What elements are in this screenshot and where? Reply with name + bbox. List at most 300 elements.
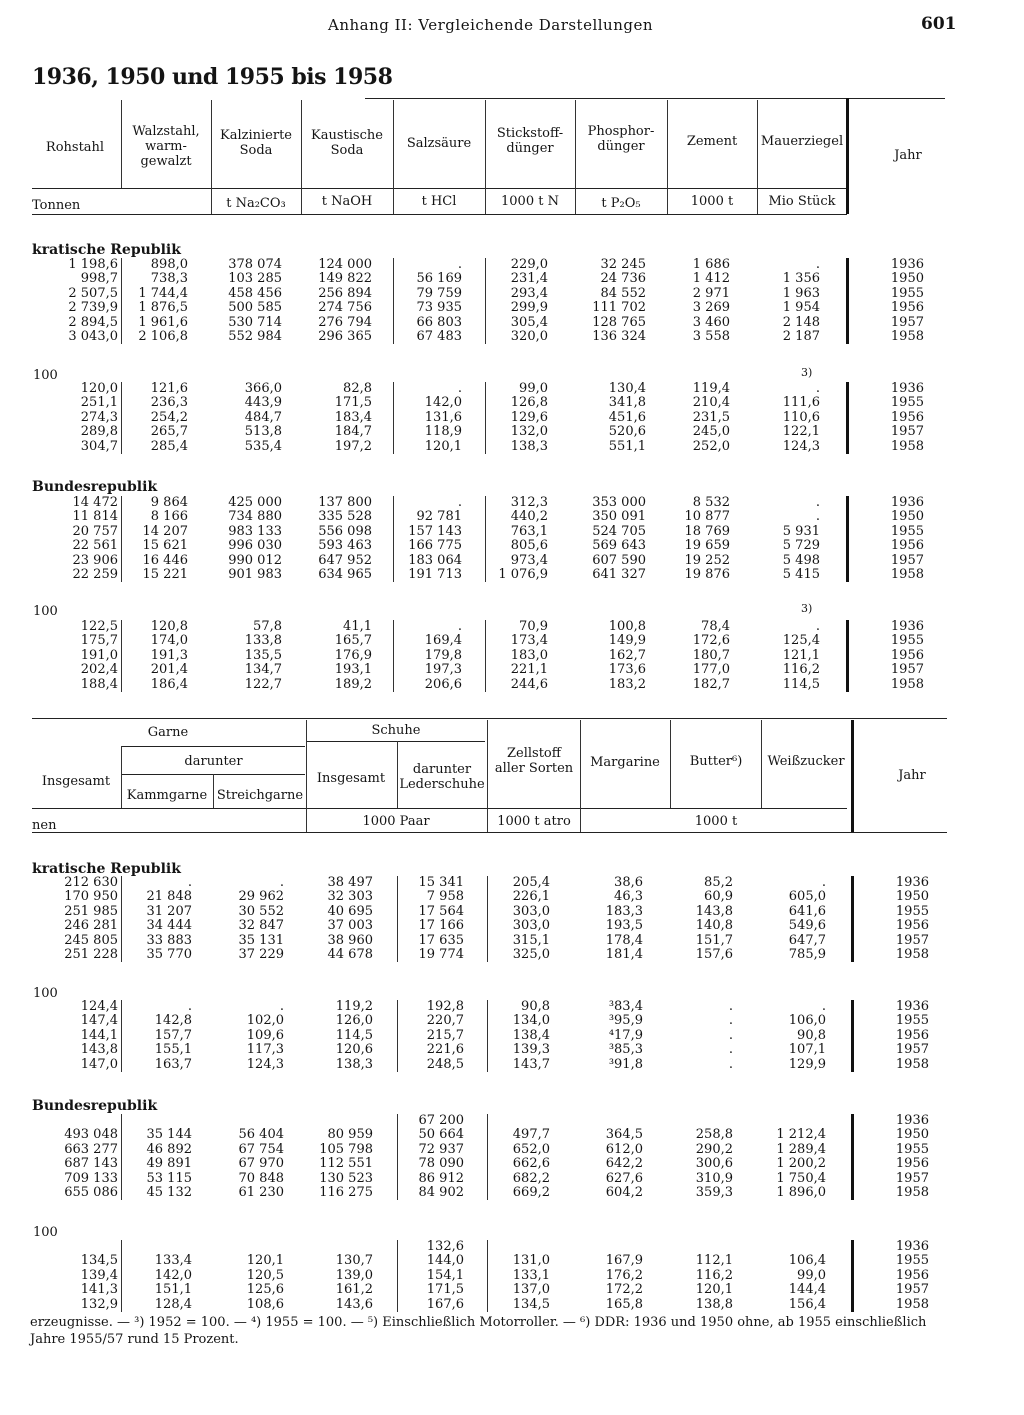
cell-jahr: 1957	[890, 662, 924, 678]
cell-butter: .	[728, 1042, 733, 1058]
cell-kalz_soda: 122,7	[244, 676, 282, 692]
cell-butter: 112,1	[695, 1253, 733, 1269]
cell-streichgarne: 108,6	[246, 1296, 284, 1312]
column-rohstahl	[30, 382, 118, 454]
cell-insgesamt: 251 985	[64, 903, 118, 919]
cell-stickstoff: 320,0	[510, 328, 548, 344]
cell-mauerziegel: 122,1	[782, 424, 820, 440]
cell-zement: 78,4	[701, 619, 730, 634]
column-salzsaeure	[394, 620, 462, 692]
cell-phosphor: 32 245	[600, 257, 646, 272]
col-garne: Garne	[147, 725, 189, 740]
cell-salzsaeure: 66 803	[416, 314, 462, 330]
cell-phosphor: 149,9	[608, 633, 646, 649]
cell-rohstahl: 274,3	[80, 409, 118, 425]
cell-stickstoff: 299,9	[510, 300, 548, 316]
cell-margarine: 176,2	[605, 1267, 643, 1283]
column-margarine	[581, 876, 643, 962]
cell-margarine: 627,6	[605, 1170, 643, 1186]
cell-zellstoff: 90,8	[521, 999, 550, 1014]
col-schuhe-insgesamt: Insgesamt	[316, 771, 386, 786]
col-kaust-soda: Kaustische Soda	[311, 128, 383, 158]
cell-insgesamt: 687 143	[64, 1156, 118, 1172]
cell-mauerziegel: .	[815, 495, 820, 510]
unit-kalz-soda: t Na₂CO₃	[226, 196, 286, 211]
cell-streichgarne: 61 230	[238, 1184, 284, 1200]
column-schuhe	[307, 1240, 373, 1312]
col-garne-insgesamt: Insgesamt	[41, 774, 111, 789]
cell-kammgarne: 46 892	[146, 1141, 192, 1157]
cell-lederschuhe: 15 341	[418, 875, 464, 890]
cell-rohstahl: 2 894,5	[68, 314, 118, 330]
cell-insgesamt: 141,3	[80, 1282, 118, 1298]
cell-zellstoff: 497,7	[512, 1127, 550, 1143]
cell-kaust_soda: 335 528	[318, 509, 372, 525]
cell-margarine: 612,0	[605, 1141, 643, 1157]
cell-stickstoff: 293,4	[510, 285, 548, 301]
cell-stickstoff: 99,0	[519, 381, 548, 396]
t1-divider	[757, 100, 758, 214]
cell-salzsaeure: .	[457, 381, 462, 396]
t1-section-ddr: kratische Republik	[32, 242, 181, 258]
cell-stickstoff: 229,0	[510, 257, 548, 272]
cell-rohstahl: 175,7	[80, 633, 118, 649]
column-insgesamt	[30, 1114, 118, 1200]
cell-walzstahl: 120,8	[150, 619, 188, 634]
cell-mauerziegel: 116,2	[782, 662, 820, 678]
cell-rohstahl: 2 507,5	[68, 285, 118, 301]
t2-section-brd: Bundesrepublik	[32, 1098, 158, 1114]
column-rohstahl	[30, 496, 118, 582]
cell-streichgarne	[214, 1240, 284, 1254]
unit-paar: 1000 Paar	[362, 814, 430, 829]
cell-kalz_soda: 530 714	[228, 314, 282, 330]
table2-header-rule	[32, 808, 847, 809]
column-margarine	[581, 1000, 643, 1072]
t1-divider	[667, 100, 668, 214]
cell-rohstahl: 191,0	[80, 647, 118, 663]
cell-margarine: 165,8	[605, 1296, 643, 1312]
unit-stickstoff: 1000 t N	[501, 194, 559, 209]
cell-zement: 182,7	[692, 676, 730, 692]
cell-schuhe: 112 551	[319, 1156, 373, 1172]
cell-jahr: 1956	[895, 1267, 929, 1283]
cell-zement: 10 877	[684, 509, 730, 525]
col-jahr-2: Jahr	[898, 768, 926, 783]
cell-stickstoff: 973,4	[510, 552, 548, 568]
cell-schuhe: 80 959	[327, 1127, 373, 1143]
cell-stickstoff: 126,8	[510, 395, 548, 411]
column-stickstoff	[486, 258, 548, 344]
cell-weisszucker: 1 200,2	[776, 1156, 826, 1172]
cell-schuhe: 130 523	[319, 1170, 373, 1186]
cell-zellstoff: 205,4	[512, 875, 550, 890]
cell-mauerziegel: 110,6	[782, 409, 820, 425]
cell-weisszucker: 106,0	[788, 1013, 826, 1029]
cell-zement: 18 769	[684, 523, 730, 539]
cell-kalz_soda: 513,8	[244, 424, 282, 440]
cell-weisszucker: 156,4	[788, 1296, 826, 1312]
cell-margarine: 167,9	[605, 1253, 643, 1269]
cell-schuhe: 161,2	[335, 1282, 373, 1298]
cell-kaust_soda: 189,2	[334, 676, 372, 692]
cell-schuhe: 114,5	[335, 1027, 373, 1043]
cell-rohstahl: 22 561	[72, 538, 118, 554]
cell-streichgarne: 125,6	[246, 1282, 284, 1298]
cell-streichgarne: 120,1	[246, 1253, 284, 1269]
cell-kaust_soda: 256 894	[318, 285, 372, 301]
cell-stickstoff: 440,2	[510, 509, 548, 525]
col-zement: Zement	[686, 134, 738, 149]
table2-garne-rule	[122, 746, 305, 747]
unit-t: 1000 t	[694, 814, 738, 829]
cell-insgesamt: 124,4	[80, 999, 118, 1014]
cell-insgesamt: 493 048	[64, 1127, 118, 1143]
cell-walzstahl: 14 207	[142, 523, 188, 539]
cell-streichgarne: 102,0	[246, 1013, 284, 1029]
t1-divider	[121, 100, 122, 188]
cell-salzsaeure: 166 775	[408, 538, 462, 554]
cell-rohstahl: 2 739,9	[68, 300, 118, 316]
cell-weisszucker: 107,1	[788, 1042, 826, 1058]
column-kalz_soda	[212, 382, 282, 454]
cell-kammgarne: 53 115	[146, 1170, 192, 1186]
cell-streichgarne: 67 970	[238, 1156, 284, 1172]
column-insgesamt	[30, 876, 118, 962]
column-lederschuhe	[398, 876, 464, 962]
page-title: 1936, 1950 und 1955 bis 1958	[32, 64, 393, 90]
cell-kaust_soda: 556 098	[318, 523, 372, 539]
cell-stickstoff: 231,4	[510, 271, 548, 287]
cell-jahr: 1936	[890, 619, 924, 634]
cell-rohstahl: 22 259	[72, 566, 118, 582]
cell-phosphor: 641 327	[592, 566, 646, 582]
cell-stickstoff: 70,9	[519, 619, 548, 634]
cell-lederschuhe: 17 635	[418, 932, 464, 948]
cell-margarine: 183,3	[605, 903, 643, 919]
cell-streichgarne: 70 848	[238, 1170, 284, 1186]
column-weisszucker	[762, 1000, 826, 1072]
cell-jahr: 1955	[895, 1013, 929, 1029]
cell-kalz_soda: 990 012	[228, 552, 282, 568]
cell-streichgarne: 120,5	[246, 1267, 284, 1283]
cell-phosphor: 84 552	[600, 285, 646, 301]
cell-lederschuhe: 17 564	[418, 903, 464, 919]
column-jahr	[860, 620, 924, 692]
cell-streichgarne: 29 962	[238, 889, 284, 905]
cell-walzstahl: 285,4	[150, 438, 188, 454]
cell-salzsaeure: 183 064	[408, 552, 462, 568]
cell-weisszucker: 129,9	[788, 1056, 826, 1072]
cell-butter: .	[728, 1027, 733, 1043]
cell-walzstahl: 201,4	[150, 662, 188, 678]
cell-jahr: 1957	[895, 1282, 929, 1298]
col-walzstahl: Walzstahl, warm-gewalzt	[132, 124, 200, 169]
cell-walzstahl: 15 621	[142, 538, 188, 554]
cell-weisszucker: 144,4	[788, 1282, 826, 1298]
cell-rohstahl: 122,5	[80, 619, 118, 634]
cell-jahr: 1936	[890, 381, 924, 396]
cell-kammgarne: 151,1	[154, 1282, 192, 1298]
t1-divider	[575, 100, 576, 214]
cell-jahr: 1955	[895, 1253, 929, 1269]
cell-salzsaeure: 131,6	[424, 409, 462, 425]
cell-kalz_soda: 135,5	[244, 647, 282, 663]
column-kalz_soda	[212, 258, 282, 344]
column-butter	[671, 1240, 733, 1312]
col-schuhe: Schuhe	[371, 723, 421, 738]
cell-schuhe: 138,3	[335, 1056, 373, 1072]
cell-butter: 138,8	[695, 1296, 733, 1312]
cell-insgesamt: 147,0	[80, 1056, 118, 1072]
cell-lederschuhe: 154,1	[426, 1267, 464, 1283]
cell-walzstahl: 15 221	[142, 566, 188, 582]
cell-mauerziegel: .	[815, 381, 820, 396]
cell-mauerziegel: 114,5	[782, 676, 820, 692]
cell-weisszucker: 549,6	[788, 918, 826, 934]
cell-margarine: 178,4	[605, 932, 643, 948]
column-lederschuhe	[398, 1000, 464, 1072]
cell-stickstoff: 312,3	[510, 495, 548, 510]
cell-zement: 172,6	[692, 633, 730, 649]
cell-schuhe	[307, 1114, 373, 1128]
cell-weisszucker: 1 896,0	[776, 1184, 826, 1200]
cell-mauerziegel: 125,4	[782, 633, 820, 649]
t2-year-bar	[851, 1240, 854, 1312]
cell-kalz_soda: 366,0	[244, 381, 282, 396]
cell-kalz_soda: 484,7	[244, 409, 282, 425]
column-walzstahl	[122, 496, 188, 582]
cell-lederschuhe: 215,7	[426, 1027, 464, 1043]
t2-divider-year	[851, 720, 854, 832]
cell-kaust_soda: 165,7	[334, 633, 372, 649]
column-zement	[668, 620, 730, 692]
cell-butter: .	[728, 1056, 733, 1072]
cell-salzsaeure: 191 713	[408, 566, 462, 582]
cell-insgesamt: 143,8	[80, 1042, 118, 1058]
cell-butter: 151,7	[695, 932, 733, 948]
cell-insgesamt: 147,4	[80, 1013, 118, 1029]
table2-top-rule	[32, 718, 947, 719]
table1-top-rule	[365, 98, 945, 99]
column-kammgarne	[122, 876, 192, 962]
column-schuhe	[307, 1114, 373, 1200]
cell-rohstahl: 188,4	[80, 676, 118, 692]
cell-kammgarne: 142,8	[154, 1013, 192, 1029]
cell-phosphor: 524 705	[592, 523, 646, 539]
column-salzsaeure	[394, 382, 462, 454]
column-jahr	[865, 876, 929, 962]
cell-weisszucker	[762, 1114, 826, 1128]
cell-salzsaeure: 169,4	[424, 633, 462, 649]
cell-schuhe: 40 695	[327, 903, 373, 919]
cell-insgesamt: 251 228	[64, 946, 118, 962]
cell-rohstahl: 120,0	[80, 381, 118, 396]
cell-jahr: 1956	[890, 647, 924, 663]
running-title: Anhang II: Vergleichende Darstellungen	[328, 16, 654, 34]
cell-walzstahl: 121,6	[150, 381, 188, 396]
cell-phosphor: 130,4	[608, 381, 646, 396]
t1-section-brd: Bundesrepublik	[32, 479, 158, 495]
cell-kalz_soda: 378 074	[228, 257, 282, 272]
column-mauerziegel	[758, 382, 820, 454]
cell-kaust_soda: 82,8	[343, 381, 372, 396]
cell-zement: 19 252	[684, 552, 730, 568]
unit-zement: 1000 t	[690, 194, 734, 209]
cell-kaust_soda: 197,2	[334, 438, 372, 454]
column-zellstoff	[488, 1114, 550, 1200]
unit-mauerziegel: Mio Stück	[768, 194, 836, 209]
cell-zement: 252,0	[692, 438, 730, 454]
cell-insgesamt: 212 630	[64, 875, 118, 890]
cell-phosphor: 128 765	[592, 314, 646, 330]
column-jahr	[865, 1114, 929, 1200]
column-jahr	[860, 496, 924, 582]
t2-year-bar	[851, 1114, 854, 1200]
cell-zellstoff: 303,0	[512, 918, 550, 934]
col-salzsaeure: Salzsäure	[406, 136, 472, 151]
cell-stickstoff: 183,0	[510, 647, 548, 663]
cell-lederschuhe: 192,8	[426, 999, 464, 1014]
t1-year-bar	[846, 258, 849, 344]
cell-kalz_soda: 443,9	[244, 395, 282, 411]
cell-stickstoff: 173,4	[510, 633, 548, 649]
cell-streichgarne: .	[279, 999, 284, 1014]
cell-jahr: 1950	[895, 889, 929, 905]
cell-salzsaeure: 142,0	[424, 395, 462, 411]
cell-butter: 140,8	[695, 918, 733, 934]
cell-margarine	[581, 1240, 643, 1254]
cell-streichgarne: 117,3	[246, 1042, 284, 1058]
cell-kammgarne: 157,7	[154, 1027, 192, 1043]
cell-walzstahl: 898,0	[150, 257, 188, 272]
column-butter	[671, 1114, 733, 1200]
cell-lederschuhe: 248,5	[426, 1056, 464, 1072]
cell-rohstahl: 3 043,0	[68, 328, 118, 344]
cell-schuhe: 139,0	[335, 1267, 373, 1283]
cell-mauerziegel: .	[815, 619, 820, 634]
cell-jahr: 1950	[895, 1127, 929, 1143]
column-lederschuhe	[398, 1240, 464, 1312]
cell-walzstahl: 236,3	[150, 395, 188, 411]
column-kammgarne	[122, 1114, 192, 1200]
cell-jahr: 1955	[890, 523, 924, 539]
cell-walzstahl: 254,2	[150, 409, 188, 425]
cell-phosphor: 607 590	[592, 552, 646, 568]
cell-butter: .	[728, 999, 733, 1014]
cell-lederschuhe: 86 912	[418, 1170, 464, 1186]
cell-jahr: 1955	[890, 395, 924, 411]
cell-jahr: 1956	[890, 538, 924, 554]
column-kalz_soda	[212, 496, 282, 582]
cell-lederschuhe: 84 902	[418, 1184, 464, 1200]
column-kaust_soda	[300, 258, 372, 344]
cell-salzsaeure: 206,6	[424, 676, 462, 692]
col-butter: Butter⁶)	[689, 754, 743, 769]
cell-kaust_soda: 124 000	[318, 257, 372, 272]
column-schuhe	[307, 1000, 373, 1072]
column-salzsaeure	[394, 258, 462, 344]
cell-kaust_soda: 193,1	[334, 662, 372, 678]
unit-tonnen: Tonnen	[32, 198, 81, 213]
cell-butter: 85,2	[704, 875, 733, 890]
cell-kammgarne: 163,7	[154, 1056, 192, 1072]
cell-schuhe: 44 678	[327, 946, 373, 962]
cell-phosphor: 451,6	[608, 409, 646, 425]
cell-kalz_soda: 734 880	[228, 509, 282, 525]
cell-insgesamt	[30, 1114, 118, 1128]
cell-mauerziegel: .	[815, 509, 820, 525]
cell-mauerziegel: 5 415	[782, 566, 820, 582]
cell-zement: 245,0	[692, 424, 730, 440]
cell-mauerziegel: 2 187	[782, 328, 820, 344]
cell-butter: 290,2	[695, 1141, 733, 1157]
cell-walzstahl: 8 166	[150, 509, 188, 525]
cell-schuhe: 143,6	[335, 1296, 373, 1312]
cell-margarine: 172,2	[605, 1282, 643, 1298]
column-margarine	[581, 1114, 643, 1200]
cell-mauerziegel: 124,3	[782, 438, 820, 454]
cell-kammgarne	[122, 1114, 192, 1128]
column-weisszucker	[762, 876, 826, 962]
column-mauerziegel	[758, 496, 820, 582]
cell-weisszucker: 99,0	[797, 1267, 826, 1283]
cell-lederschuhe: 221,6	[426, 1042, 464, 1058]
page-number: 601	[921, 14, 957, 34]
cell-margarine	[581, 1114, 643, 1128]
cell-phosphor: 173,6	[608, 662, 646, 678]
column-streichgarne	[214, 876, 284, 962]
cell-zellstoff: 133,1	[512, 1267, 550, 1283]
cell-kammgarne: 49 891	[146, 1156, 192, 1172]
cell-jahr: 1958	[890, 566, 924, 582]
column-insgesamt	[30, 1240, 118, 1312]
cell-jahr: 1957	[895, 932, 929, 948]
cell-lederschuhe: 72 937	[418, 1141, 464, 1157]
cell-schuhe: 130,7	[335, 1253, 373, 1269]
col-darunter: darunter	[184, 754, 243, 769]
column-kaust_soda	[300, 496, 372, 582]
column-kammgarne	[122, 1000, 192, 1072]
cell-weisszucker: 641,6	[788, 903, 826, 919]
cell-stickstoff: 221,1	[510, 662, 548, 678]
cell-salzsaeure: 79 759	[416, 285, 462, 301]
cell-schuhe: 126,0	[335, 1013, 373, 1029]
cell-zement: 180,7	[692, 647, 730, 663]
cell-schuhe: 38 497	[327, 875, 373, 890]
cell-salzsaeure: 73 935	[416, 300, 462, 316]
table1-header-rule	[32, 188, 847, 189]
cell-jahr: 1955	[890, 633, 924, 649]
cell-jahr: 1956	[895, 1156, 929, 1172]
cell-salzsaeure: 197,3	[424, 662, 462, 678]
cell-schuhe: 116 275	[319, 1184, 373, 1200]
cell-schuhe: 119,2	[335, 999, 373, 1014]
cell-butter: 120,1	[695, 1282, 733, 1298]
cell-kaust_soda: 274 756	[318, 300, 372, 316]
cell-phosphor: 136 324	[592, 328, 646, 344]
cell-phosphor: 569 643	[592, 538, 646, 554]
cell-jahr: 1957	[890, 314, 924, 330]
cell-kaust_soda: 137 800	[318, 495, 372, 510]
t2-divider	[670, 720, 671, 808]
cell-insgesamt: 246 281	[64, 918, 118, 934]
cell-jahr: 1957	[890, 552, 924, 568]
cell-zement: 210,4	[692, 395, 730, 411]
cell-butter: 300,6	[695, 1156, 733, 1172]
column-salzsaeure	[394, 496, 462, 582]
cell-rohstahl: 998,7	[80, 271, 118, 287]
